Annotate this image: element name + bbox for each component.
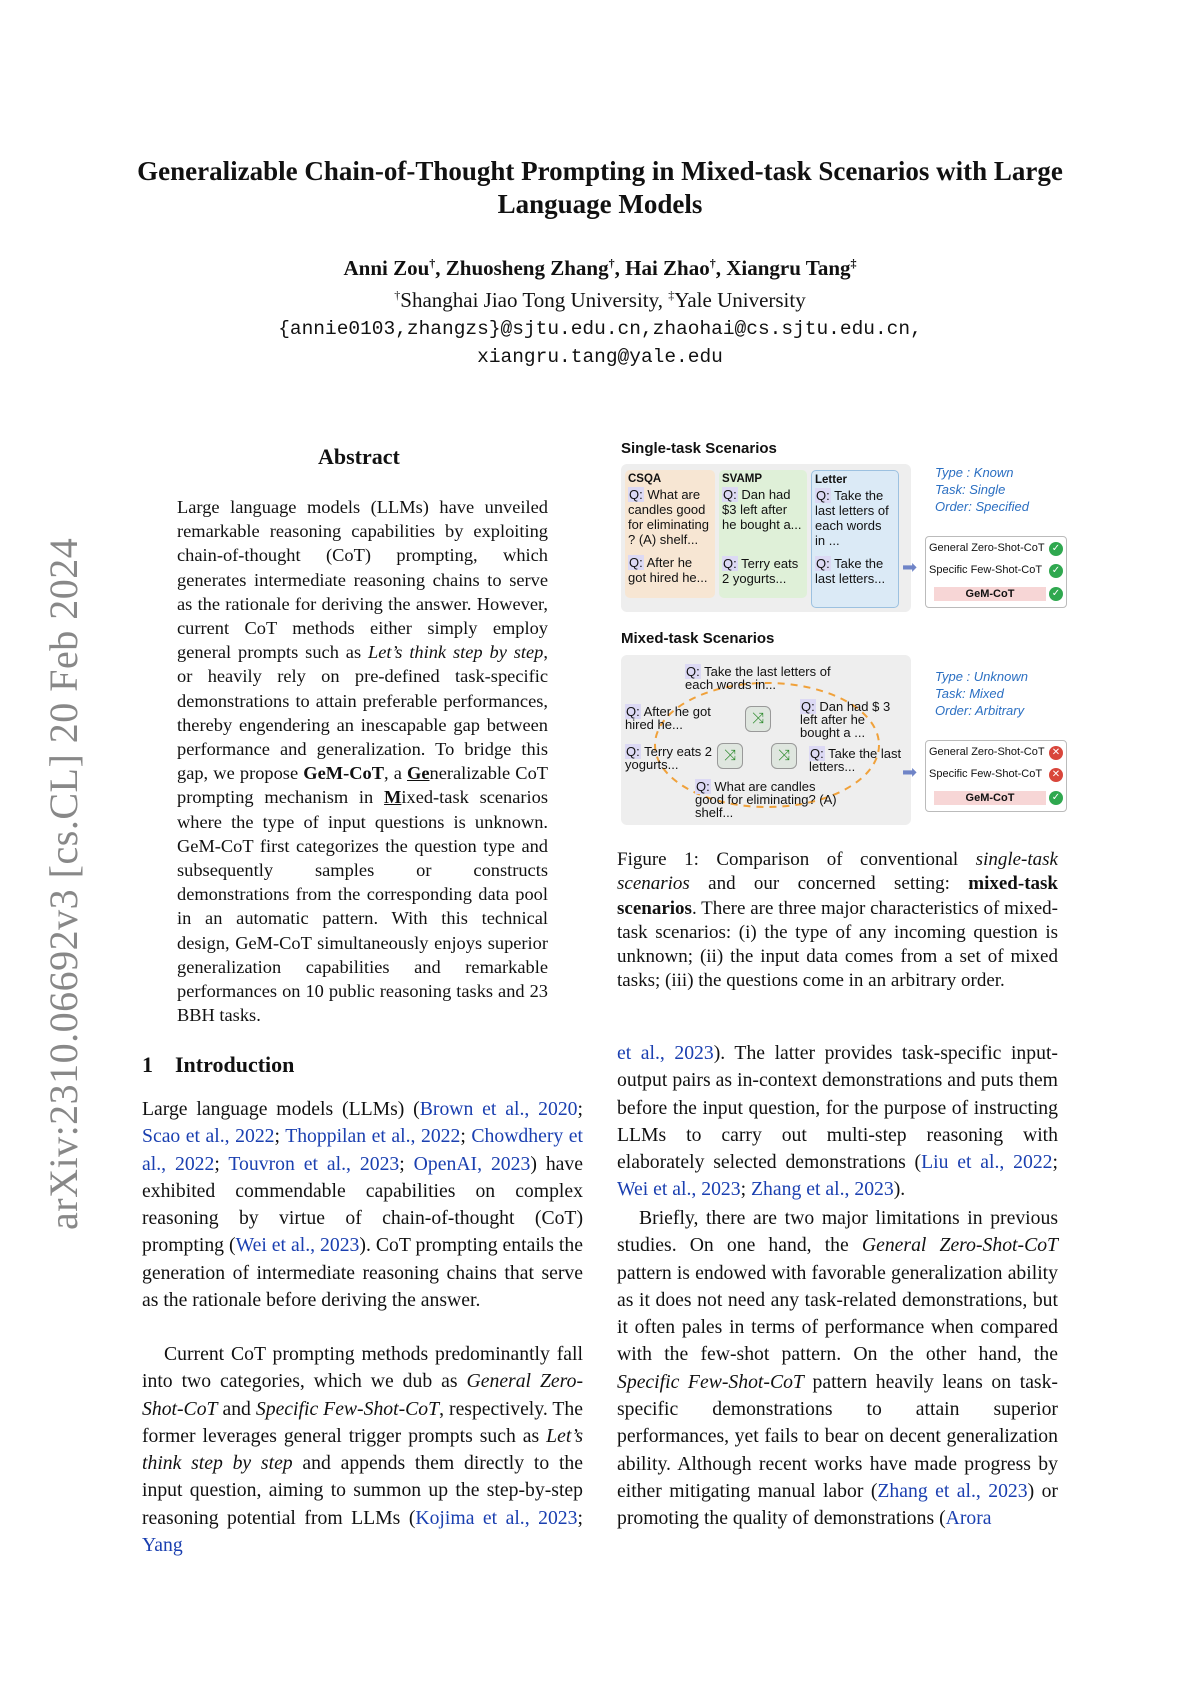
single-result-box	[925, 536, 1067, 608]
q-label: Q:	[626, 744, 640, 759]
citation-link[interactable]: Wei et al., 2023	[235, 1234, 360, 1257]
affil-mark: †	[394, 288, 401, 302]
intro-paragraph	[617, 1205, 1058, 1533]
mixed-task-title: Mixed-task Scenarios	[621, 630, 775, 647]
q-label: Q:	[626, 704, 640, 719]
task-line: Task: Single	[935, 482, 1006, 497]
body-emph: General Zero-Shot-CoT	[861, 1234, 1058, 1257]
email-line: xiangru.tang@yale.edu	[477, 346, 723, 368]
abstract-heading: Abstract	[318, 444, 400, 469]
q-label: Q:	[686, 664, 700, 679]
section-number: 1	[142, 1052, 153, 1077]
body-emph: Specific Few-Shot-CoT	[255, 1397, 440, 1420]
caption-emph: single-task scenarios	[617, 849, 1058, 895]
check-icon: ✓	[1049, 587, 1063, 601]
cross-icon: ✕	[1049, 746, 1063, 760]
question-text: What are candles good for eliminating ? (A) shelf...	[628, 487, 709, 547]
question-text: Terry eats 2 yogurts...	[625, 744, 713, 772]
type-line: Type : Known	[935, 465, 1014, 480]
q-label: Q:	[723, 556, 737, 571]
body-text: ;	[214, 1152, 229, 1175]
figure-1	[617, 440, 1072, 840]
q-label: Q:	[816, 556, 830, 571]
author-name: Anni Zou	[343, 256, 430, 280]
question-text: Take the last letters of each words in ...	[815, 488, 889, 548]
body-text: ;	[460, 1125, 472, 1148]
card-title: CSQA	[628, 473, 662, 485]
author-name: Xiangru Tang	[726, 256, 851, 280]
citation-link[interactable]: Yang	[142, 1534, 183, 1557]
acronym-letters: M	[384, 787, 402, 808]
question-text: Take the last letters...	[809, 746, 902, 774]
single-task-title: Single-task Scenarios	[621, 440, 777, 457]
mixed-result-box	[925, 740, 1067, 812]
check-icon: ✓	[1049, 542, 1063, 556]
method-label-gem: GeM-CoT	[934, 587, 1046, 601]
question-text: Terry eats 2 yogurts...	[722, 556, 799, 586]
cross-icon: ✕	[1049, 768, 1063, 782]
q-label: Q:	[629, 487, 643, 502]
method-label: General Zero-Shot-CoT	[929, 542, 1045, 554]
section-title: Introduction	[175, 1052, 295, 1077]
author-name: Zhuosheng Zhang	[445, 256, 609, 280]
citation-link[interactable]: Scao et al., 2022	[142, 1125, 275, 1148]
body-text: and appends them directly to the input question, aiming to summon up the step-by-step reasoning potential from LLMs (	[142, 1452, 583, 1529]
intro-paragraph	[617, 1040, 1058, 1204]
body-emph: Let’s think step by step	[142, 1424, 583, 1475]
author-mark: †	[608, 256, 615, 270]
abstract-text: neralizable CoT prompting mechanism in	[177, 763, 548, 808]
check-icon: ✓	[1049, 791, 1063, 805]
mixed-task-properties	[935, 668, 1028, 719]
body-text: ) have exhibited commendable capabilities on complex reasoning by virtue of chain-of-thought (CoT) prompting (	[142, 1152, 583, 1257]
body-emph: General Zero-Shot-CoT	[142, 1370, 583, 1420]
q-label: Q:	[696, 779, 710, 794]
mixed-question	[809, 747, 909, 773]
body-text: ) or promoting the quality of demonstrations (	[617, 1479, 1058, 1530]
svamp-card	[719, 470, 807, 598]
mixed-question	[800, 700, 900, 739]
affiliations	[100, 288, 1100, 313]
body-text: , respectively. The former leverages general trigger prompts such as	[142, 1397, 583, 1447]
shuffle-icon: ⤨	[717, 743, 743, 769]
citation-link[interactable]: OpenAI, 2023	[413, 1152, 531, 1175]
email-line: {annie0103,zhangzs}@sjtu.edu.cn,zhaohai@cs.sjtu.edu.cn,	[278, 318, 922, 340]
body-text: ;	[577, 1098, 583, 1120]
body-text: Large language models (LLMs) (	[142, 1098, 420, 1120]
order-line: Order: Specified	[935, 499, 1029, 514]
affil-mark: ‡	[668, 288, 675, 302]
question-text: Take the last letters of each words in...	[685, 664, 831, 692]
method-label-gem: GeM-CoT	[934, 791, 1046, 805]
shuffle-icon: ⤨	[745, 706, 771, 732]
caption-strong: mixed-task scenarios	[617, 873, 1058, 919]
author-name: Hai Zhao	[625, 256, 710, 280]
mixed-question	[625, 705, 721, 731]
arrow-right-icon: ➡	[902, 762, 918, 782]
abstract-text: , a	[383, 763, 408, 784]
body-text: Briefly, there are two major limitations in previous studies. On one hand, the	[617, 1207, 1058, 1257]
question-text: What are candles good for eliminating? (A) shelf...	[695, 779, 837, 820]
type-line: Type : Unknown	[935, 669, 1028, 684]
q-label: Q:	[723, 487, 737, 502]
body-text: ). The latter provides task-specific input-output pairs as in-context demonstrations and puts them before the input question, for the purpose of instructing LLMs to carry out multi-step reasoning with elaborately selected demonstrations (	[617, 1042, 1058, 1174]
q-label: Q:	[801, 699, 815, 714]
citation-link[interactable]: Wei et al., 2023	[617, 1178, 741, 1201]
author-mark: †	[429, 256, 436, 270]
question-text: Dan had $ 3 left after he bought a ...	[800, 699, 891, 740]
body-text: pattern heavily leans on task-specific demonstrations to attain superior performances, yet fails to bear on decent generalization ability. Although recent works have made progress by either mitigating manual labor (	[617, 1370, 1058, 1502]
intro-paragraph	[142, 1096, 583, 1314]
abstract-text: ixed-task scenarios where the type of input questions is unknown. GeM-CoT first categorizes the question type and subsequently samples or constructs demonstrations from the corresponding data pool in an automatic pattern. With this technical design, GeM-CoT simultaneously enjoys superior generalization capabilities and remarkable performances on 10 public reasoning tasks and 23 BBH tasks.	[177, 787, 549, 1026]
caption-text: Figure 1: Comparison of conventional	[617, 849, 976, 870]
body-text: ;	[740, 1178, 752, 1201]
method-label: Specific Few-Shot-CoT	[929, 768, 1043, 780]
check-icon: ✓	[1049, 564, 1063, 578]
section-heading	[142, 1052, 294, 1078]
abstract-emph: Let’s think step by step	[368, 642, 544, 663]
citation-link[interactable]: Touvron et al., 2023	[228, 1152, 400, 1175]
body-text: ;	[399, 1152, 414, 1175]
card-title: SVAMP	[722, 473, 763, 485]
mixed-question	[695, 780, 845, 819]
body-text: and	[217, 1397, 256, 1420]
order-line: Order: Arbitrary	[935, 703, 1025, 718]
body-text: ). CoT prompting entails the generation of intermediate reasoning chains that serve as the rationale before deriving the answer.	[142, 1234, 583, 1312]
body-text: ;	[577, 1506, 583, 1529]
body-emph: Specific Few-Shot-CoT	[617, 1370, 804, 1393]
abstract-body	[177, 495, 548, 1027]
acronym-letters: Ge	[407, 763, 430, 784]
caption-text: and our concerned setting:	[689, 873, 969, 895]
body-text: pattern is endowed with favorable generalization ability as it does not need any task-related demonstrations, but it often pales in terms of performance when compared with the few-shot pattern. On the other hand, the	[617, 1261, 1058, 1366]
body-text: ;	[1052, 1151, 1058, 1174]
body-text: ;	[274, 1125, 286, 1148]
q-label: Q:	[629, 555, 643, 570]
body-text: Current CoT prompting methods predominantly fall into two categories, which we dub as	[142, 1343, 583, 1393]
citation-link[interactable]: et al., 2023	[617, 1042, 714, 1064]
method-label: General Zero-Shot-CoT	[929, 746, 1045, 758]
arxiv-identifier: arXiv:2310.06692v3 [cs.CL] 20 Feb 2024	[41, 537, 86, 1230]
body-text: ).	[893, 1178, 906, 1201]
card-title: Letter	[815, 474, 847, 486]
author-mark: †	[709, 256, 716, 270]
method-label: Specific Few-Shot-CoT	[929, 564, 1043, 576]
citation-link[interactable]: Zhang et al., 2023	[877, 1479, 1028, 1502]
question-text: After he got hired he...	[628, 555, 708, 585]
question-text: Take the last letters...	[815, 556, 886, 586]
mixed-question	[685, 665, 835, 691]
mixed-question	[625, 745, 717, 771]
citation-link[interactable]: Chowdhery et al., 2022	[142, 1125, 583, 1175]
citation-link[interactable]: Arora	[945, 1507, 992, 1530]
citation-link[interactable]: Brown et al., 2020	[419, 1098, 578, 1120]
intro-paragraph	[142, 1341, 583, 1559]
citation-link[interactable]: Kojima et al., 2023	[415, 1506, 578, 1529]
letter-card	[811, 470, 899, 608]
task-line: Task: Mixed	[935, 686, 1004, 701]
citation-link[interactable]: Zhang et al., 2023	[751, 1178, 894, 1201]
single-task-properties	[935, 464, 1029, 515]
affil-yale: Yale University	[674, 288, 806, 312]
question-text: After he got hired he...	[625, 704, 711, 732]
q-label: Q:	[810, 746, 824, 761]
figure-caption	[617, 848, 1058, 994]
abstract-text: , or heavily rely on pre-defined task-specific demonstrations to attain preferable performances, thereby engendering an inescapable gap between performance and generalization. To bridge this gap, we propose	[177, 642, 548, 784]
q-label: Q:	[816, 488, 830, 503]
author-list: Anni Zou†, Zhuosheng Zhang†, Hai Zhao†, Xiangru Tang‡	[343, 256, 857, 280]
method-name: GeM-CoT	[303, 763, 384, 784]
paper-title: Generalizable Chain-of-Thought Prompting in Mixed-task Scenarios with Large Language Models	[137, 156, 1063, 219]
caption-text: . There are three major characteristics of mixed-task scenarios: (i) the type of any incoming question is unknown; (ii) the input data comes from a set of mixed tasks; (iii) the questions come in an arbitrary order.	[617, 897, 1058, 992]
citation-link[interactable]: Thoppilan et al., 2022	[285, 1125, 461, 1148]
shuffle-icon: ⤨	[771, 743, 797, 769]
arrow-right-icon: ➡	[902, 557, 918, 577]
citation-link[interactable]: Liu et al., 2022	[921, 1151, 1053, 1174]
question-text: Dan had $3 left after he bought a...	[722, 487, 802, 532]
affil-sjtu: Shanghai Jiao Tong University,	[400, 288, 669, 312]
author-mark: ‡	[850, 256, 857, 270]
csqa-card	[625, 470, 715, 598]
abstract-text: Large language models (LLMs) have unveiled remarkable reasoning capabilities by exploiting chain-of-thought (CoT) prompting, which generates intermediate reasoning chains to serve as the rationale for deriving the answer. However, current CoT methods either simply employ general prompts such as	[177, 497, 548, 663]
